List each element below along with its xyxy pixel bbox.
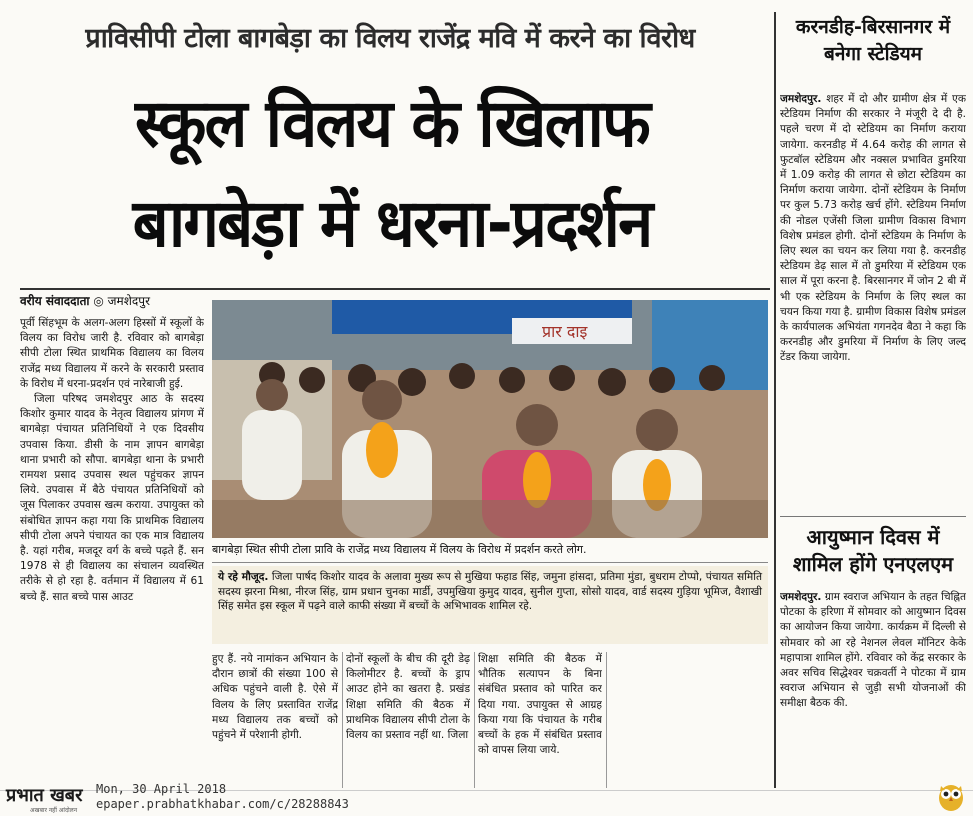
article-kicker: प्राविसीपी टोला बागबेड़ा का विलय राजेंद्र मवि में करने का विरोध	[85, 22, 695, 54]
news-photo	[212, 300, 768, 538]
column-divider	[342, 652, 343, 788]
byline-place: जमशेदपुर	[107, 294, 150, 308]
sidebar-story-1-text	[780, 92, 966, 506]
sidebar-story-1-headline: करनडीह-बिरसानगर में बनेगा स्टेडियम	[795, 16, 951, 65]
column-divider	[474, 652, 475, 788]
byline	[20, 292, 210, 310]
owl-icon	[936, 780, 966, 812]
sidebar-divider	[774, 12, 776, 788]
story-2-dateline: जमशेदपुर.	[780, 591, 822, 603]
sidebar-story-2-text	[780, 590, 966, 790]
newspaper-tagline: अखबार नहीं आंदोलन	[30, 807, 78, 814]
edition-date: Mon, 30 April 2018	[96, 782, 227, 796]
byline-author: वरीय संवाददाता	[20, 294, 90, 308]
headline-line-1: स्कूल विलय के खिलाफ	[135, 85, 649, 162]
article-column-3: दोनों स्कूलों के बीच की दूरी डेढ़ किलोमीटर है. बच्चों के ड्राप आउट होने का खतरा है. प्रखंड शिक्षा समिति की बैठक में प्राथमिक विद्यालय सीपी टोला के विलय का प्रस्ताव नहीं था. जिला	[346, 653, 470, 742]
attendees-box	[212, 566, 768, 644]
article-column-2: हुए हैं. नये नामांकन अभियान के दौरान छात्रों की संख्या 100 से अधिक पहुंचने वाली है. ऐसे में विलय के लिए प्रस्तावित राजेंद्र मध्य विद्यालय तक बच्चों को पहुंचने में परेशानी होगी.	[212, 653, 338, 742]
pin-icon: ◎	[93, 294, 108, 308]
attendees-text: जिला पार्षद किशोर यादव के अलावा मुख्य रूप से मुखिया फहाड सिंह, जमुना हांसदा, प्रतिमा मुंडा, बुधराम टोप्पो, पंचायत समिति सदस्य झरना मिश्रा, नीरज सिंह, ग्राम प्रधान चुनका मार्डी, उपमुखिया कुमुद यादव, सुनील गुप्ता, सोसो यादव, वार्ड सदस्य गुड़िया भूमिज, वैशाखी सिंह समेत इस स्कूल में पढ़ने वाले काफी संख्या में बच्चों के अभिभावक शामिल रहे.	[218, 571, 762, 613]
story-1-body: शहर में दो और ग्रामीण क्षेत्र में एक स्टेडियम निर्माण की सरकार ने मंजूरी दे दी है. पहले चरण में दो स्टेडियम का निर्माण कराया जायेगा. करनडीह में 4.64 करोड़ की लागत से फुटबॉल स्टेडियम और नक्सल प्रभावित डुमरिया में 1.09 करोड़ की लागत से छोटा स्टेडियम का निर्माण कराया जायेगा. दोनों स्टेडियम के निर्माण पर कुल 5.73 करोड़ खर्च होंगे. स्टेडियम निर्माण की नोडल एजेंसी जिला ग्रामीण विकास विभाग विशेष प्रमंडल होगी. दोनों स्टेडियम के निर्माण के लिए स्थल का चयन कर लिया गया है. करनडीह स्टेडियम डेढ़ साल में तो डुमरिया में स्टेडियम एक साल में पूरा करना है. बिरसानगर में जोन 2 बी में भी एक स्टेडियम के निर्माण के लिए स्थल का चयन किया गया है. ग्रामीण विकास विशेष प्रमंडल के कार्यपालक अभियंता गगनदेव बैठा ने कहा कि करनडीह और डुमरिया में निर्माण के लिए जल्द टेंडर किया जायेगा.	[780, 93, 966, 364]
paragraph: पूर्वी सिंहभूम के अलग-अलग हिस्सों में स्कूलों के विलय का विरोध जारी है. रविवार को बागबेड़ा सीपी टोला स्थित प्राथमिक विद्यालय का विलय राजेंद्र मध्य विद्यालय में करने के सरकारी प्रस्ताव के विरोध में धरना-प्रदर्शन एवं नारेबाजी हुई.	[20, 317, 204, 390]
protest-photo-illustration	[212, 300, 768, 538]
sidebar-story-2-headline: आयुष्मान दिवस में शामिल होंगे एनएलएम	[792, 525, 954, 576]
attendees-lead: ये रहे मौजूद.	[218, 571, 269, 583]
column-divider	[606, 652, 607, 788]
story-2-body: ग्राम स्वराज अभियान के तहत चिह्नित पोटका के हरिणा में सोमवार को आयुष्मान दिवस का आयोजन किया जायेगा. कार्यक्रम में दिल्ली से सोमवार को आ रहे नेशनल लेवल मॉनिटर केके महापात्रा शामिल होंगे. रविवार को केंद्र सरकार के अवर सचिव सिद्धेश्वर चक्रवर्ती ने पोटका में ग्राम स्वराज अभियान से जुड़ी सभी योजनाओं की समीक्षा बैठक की.	[780, 591, 966, 710]
headline-divider	[20, 288, 770, 290]
sidebar-story-divider	[780, 516, 966, 517]
photo-caption: बागबेड़ा स्थित सीपी टोला प्रावि के राजेंद्र मध्य विद्यालय में विलय के विरोध में प्रदर्शन करते लोग.	[212, 542, 768, 563]
headline-line-2: बागबेड़ा में धरना-प्रदर्शन	[132, 185, 652, 262]
article-column-1	[20, 316, 204, 788]
paragraph: जिला परिषद जमशेदपुर आठ के सदस्य किशोर कुमार यादव के नेतृत्व विद्यालय प्रांगण में बागबेड़ा पंचायत प्रतिनिधियों ने एक दिवसीय उपवास किया. डीसी के नाम ज्ञापन बागबेड़ा थाना प्रभारी को सौपा. बागबेड़ा थाना के प्रभारी रामयश प्रसाद उपवास स्थल पहुंचकर ज्ञापन लिये. उपवास में बैठे पंचायत प्रतिनिधियों को जूस पिलाकर उपवास खत्म कराया. उपायुक्त को संबोधित ज्ञापन कहा गया कि प्राथमिक विद्यालय सीपी टोला अपने पंचायत का एक मात्र विद्यालय है. यहां गरीब, मजदूर वर्ग के बच्चे पढ़ते हैं. सन 1978 से ही विद्यालय का संचालन व्यवस्थित तरीके से हो रहा है. वर्तमान में विद्यालय में 61 बच्चे हैं. सात बच्चे पास आउट	[20, 393, 204, 603]
article-column-4: शिक्षा समिति की बैठक में भौतिक सत्यापन के बिना संबंधित प्रस्ताव को पारित कर दिया गया. उपायुक्त से आग्रह किया गया कि पंचायत के गरीब बच्चों के हक में संबंधित प्रस्ताव को वापस लिया जाये.	[478, 653, 602, 757]
epaper-url[interactable]: epaper.prabhatkhabar.com/c/28288843	[96, 797, 349, 811]
newspaper-logo: प्रभात खबर	[6, 785, 83, 806]
article-column-5	[610, 652, 768, 790]
photo-banner-text: प्रार दाइ	[542, 322, 588, 341]
story-1-dateline: जमशेदपुर.	[780, 93, 822, 105]
